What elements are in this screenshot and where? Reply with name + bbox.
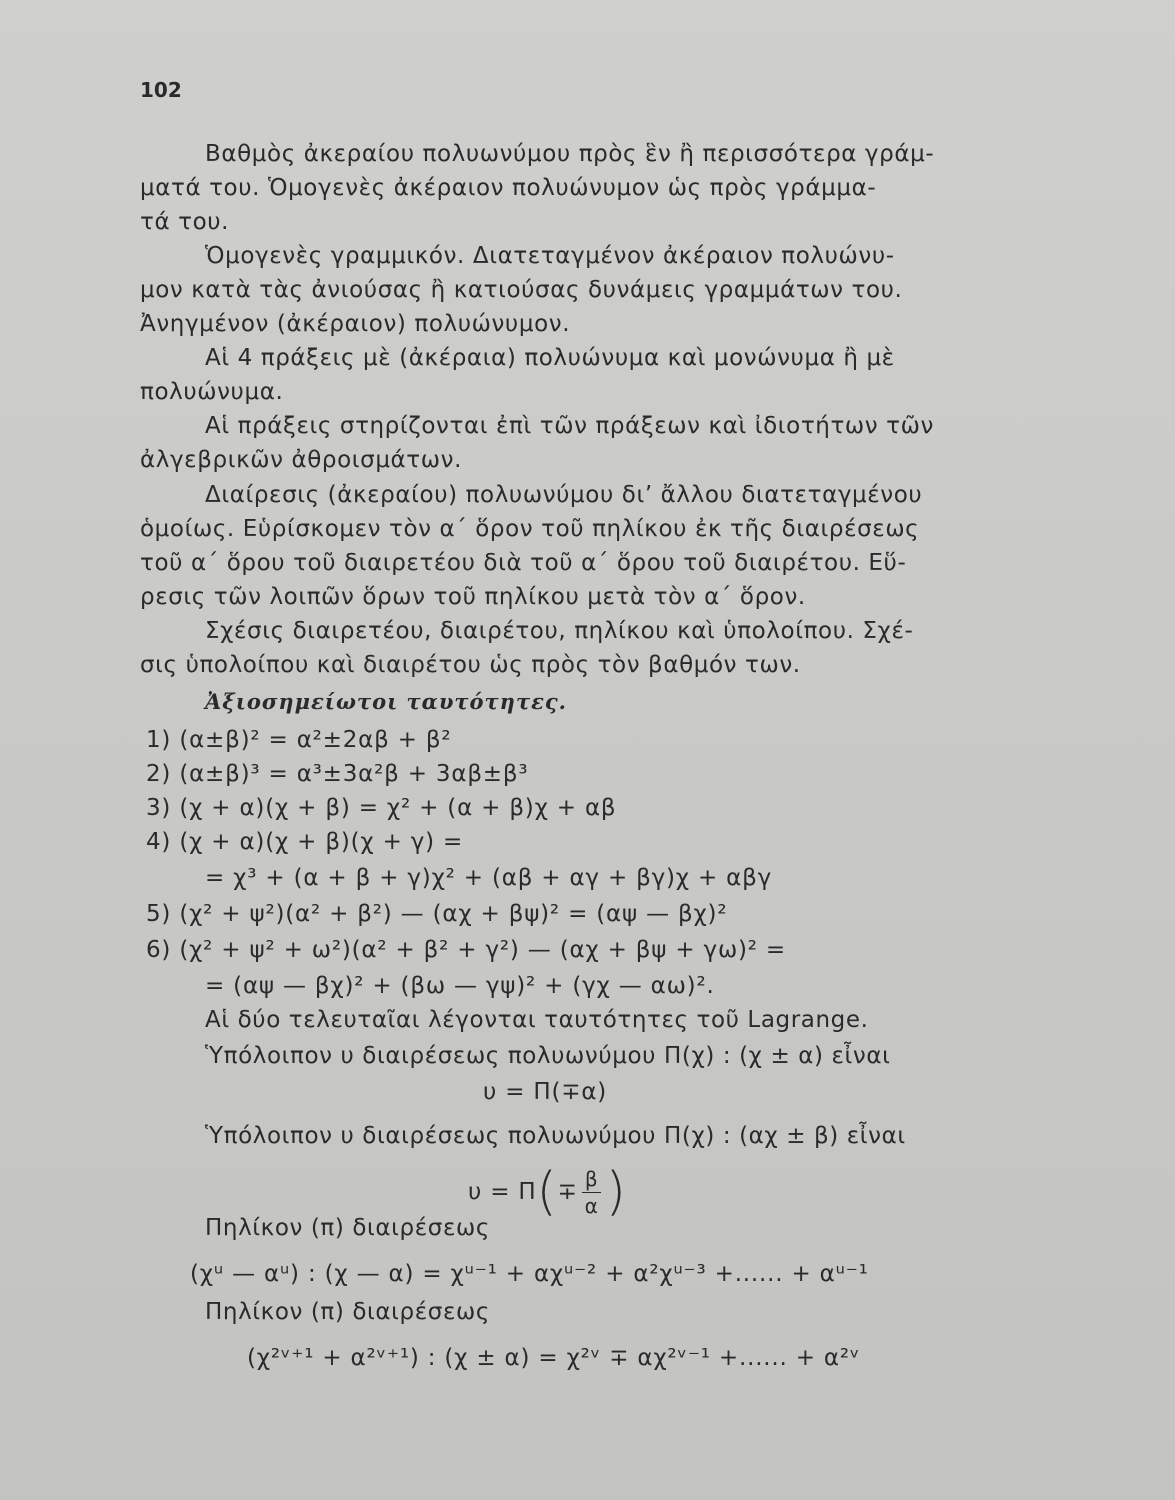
paragraph-line: Αἱ πράξεις στηρίζονται ἐπὶ τῶν πράξεων καὶ ἰδιοτήτων τῶν — [205, 413, 934, 439]
identity-4-line-1: 4) (χ + α)(χ + β)(χ + γ) = — [146, 829, 464, 855]
remainder-1-formula: υ = Π(∓α) — [483, 1079, 608, 1105]
remainder-1-text: Ὑπόλοιπον υ διαιρέσεως πολυωνύμου Π(χ) : (χ ± α) εἶναι — [205, 1043, 891, 1069]
quotient-2-text: Πηλίκον (π) διαιρέσεως — [205, 1299, 490, 1325]
paragraph-line: ματά του. Ὁμογενὲς ἀκέραιον πολυώνυμον ὡς πρὸς γράμμα- — [140, 175, 877, 201]
fraction-numerator: β — [582, 1166, 602, 1193]
paragraph-line: Βαθμὸς ἀκεραίου πολυωνύμου πρὸς ἓν ἢ περισσότερα γράμ- — [205, 141, 935, 167]
minus-plus-sign: ∓ — [557, 1179, 578, 1205]
paragraph-line: Διαίρεσις (ἀκεραίου) πολυωνύμου δι’ ἄλλου διατεταγμένου — [205, 482, 923, 508]
paragraph-line: Ἀνηγμένον (ἀκέραιον) πολυώνυμον. — [140, 311, 571, 337]
close-paren: ) — [605, 1162, 627, 1222]
identities-heading: Ἀξιοσημείωτοι ταυτότητες. — [205, 689, 567, 714]
quotient-2-formula: (χ²ᵛ⁺¹ + α²ᵛ⁺¹) : (χ ± α) = χ²ᵛ ∓ αχ²ᵛ⁻¹ +...... + α²ᵛ — [247, 1345, 861, 1371]
open-paren: ( — [536, 1162, 558, 1222]
identity-6-line-1: 6) (χ² + ψ² + ω²)(α² + β² + γ²) — (αχ + βψ + γω)² = — [146, 937, 787, 963]
identity-1: 1) (α±β)² = α²±2αβ + β² — [146, 727, 452, 753]
page-number: 102 — [140, 78, 182, 102]
identity-6-line-2: = (αψ — βχ)² + (βω — γψ)² + (γχ — αω)². — [205, 973, 715, 999]
paragraph-line: ρεσις τῶν λοιπῶν ὅρων τοῦ πηλίκου μετὰ τὸν α΄ ὅρον. — [140, 584, 806, 610]
formula-prefix: υ = Π — [468, 1179, 537, 1205]
paragraph-line: ὁμοίως. Εὑρίσκομεν τὸν α΄ ὅρον τοῦ πηλίκου ἐκ τῆς διαιρέσεως — [140, 516, 920, 542]
fraction-denominator: α — [584, 1193, 599, 1218]
identity-5: 5) (χ² + ψ²)(α² + β²) — (αχ + βψ)² = (αψ — βχ)² — [146, 901, 728, 927]
remainder-2-formula — [468, 1157, 627, 1227]
paragraph-line: τά του. — [140, 209, 230, 235]
paragraph-line: σις ὑπολοίπου καὶ διαιρέτου ὡς πρὸς τὸν βαθμόν των. — [140, 652, 801, 678]
paragraph-line: Σχέσις διαιρετέου, διαιρέτου, πηλίκου καὶ ὑπολοίπου. Σχέ- — [205, 618, 914, 644]
fraction — [582, 1166, 602, 1219]
paragraph-line: πολυώνυμα. — [140, 379, 284, 405]
identity-2: 2) (α±β)³ = α³±3α²β + 3αβ±β³ — [146, 761, 529, 787]
identity-4-line-2: = χ³ + (α + β + γ)χ² + (αβ + αγ + βγ)χ + αβγ — [205, 865, 773, 891]
paragraph-line: μον κατὰ τὰς ἀνιούσας ἢ κατιούσας δυνάμεις γραμμάτων του. — [140, 277, 903, 303]
lagrange-note: Αἱ δύο τελευταῖαι λέγονται ταυτότητες τοῦ Lagrange. — [205, 1007, 869, 1033]
paragraph-line: τοῦ α΄ ὅρου τοῦ διαιρετέου διὰ τοῦ α΄ ὅρου τοῦ διαιρέτου. Εὕ- — [140, 550, 907, 576]
paragraph-line: ἀλγεβρικῶν ἀθροισμάτων. — [140, 447, 462, 473]
paragraph-line: Αἱ 4 πράξεις μὲ (ἀκέραια) πολυώνυμα καὶ μονώνυμα ἢ μὲ — [205, 345, 895, 371]
quotient-1-formula: (χᵘ — αᵘ) : (χ — α) = χᵘ⁻¹ + αχᵘ⁻² + α²χᵘ⁻³ +...... + αᵘ⁻¹ — [190, 1261, 869, 1287]
quotient-1-text: Πηλίκον (π) διαιρέσεως — [205, 1215, 490, 1241]
remainder-2-text: Ὑπόλοιπον υ διαιρέσεως πολυωνύμου Π(χ) : (αχ ± β) εἶναι — [205, 1123, 906, 1149]
paragraph-line: Ὁμογενὲς γραμμικόν. Διατεταγμένον ἀκέραιον πολυώνυ- — [205, 243, 895, 269]
identity-3: 3) (χ + α)(χ + β) = χ² + (α + β)χ + αβ — [146, 795, 617, 821]
